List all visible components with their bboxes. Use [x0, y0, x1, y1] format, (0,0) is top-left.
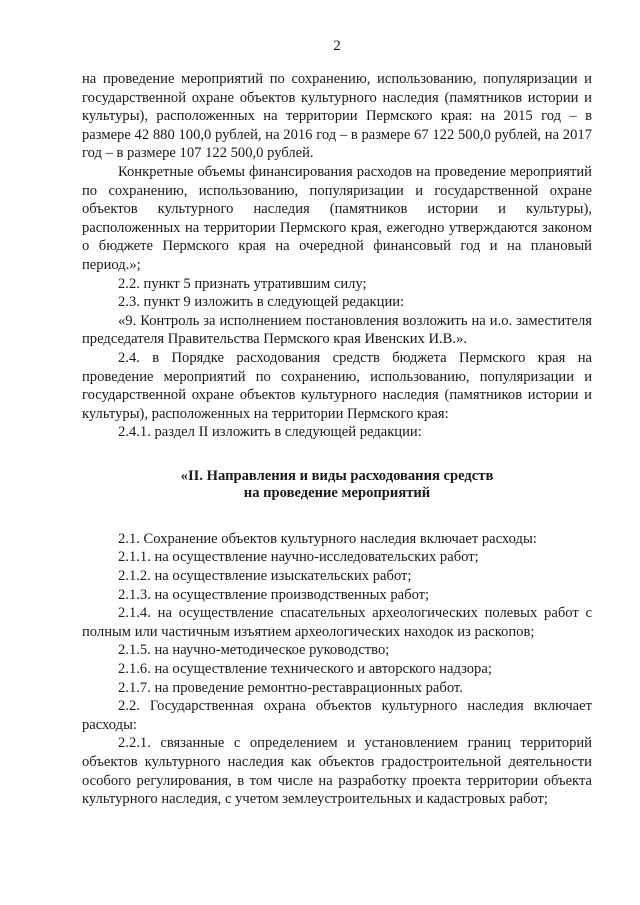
paragraph: Конкретные объемы финансирования расходов на проведение мероприятий по сохранению, использованию, популяризации и государственной охране объектов культурного наследия (памятников истории и культуры), расположенных на территории Пермского края, ежегодно утверждаются законом о бюджете Пермского края на очередной финансовый год и на плановый период.»;	[82, 163, 592, 273]
paragraph: 2.1.2. на осуществление изыскательских работ;	[118, 568, 412, 585]
section-heading-line: на проведение мероприятий	[243, 484, 431, 501]
section-heading-line: «II. Направления и виды расходования средств	[180, 467, 494, 484]
paragraph: 2.1. Сохранение объектов культурного наследия включает расходы:	[118, 530, 537, 547]
paragraph: 2.2.1. связанные с определением и установлением границ территорий объектов культурного наследия как объектов градостроительной деятельности особого регулирования, в том числе на разработку проекта территории объекта культурного наследия, с учетом землеустроительных и кадастровых работ;	[82, 735, 592, 808]
paragraphs-bottom	[82, 530, 592, 809]
page-number: 2	[333, 38, 341, 54]
paragraph: 2.3. пункт 9 изложить в следующей редакции:	[118, 294, 405, 311]
paragraph: 2.1.6. на осуществление технического и авторского надзора;	[118, 661, 492, 678]
paragraph: 2.1.1. на осуществление научно-исследовательских работ;	[118, 549, 479, 566]
paragraph: 2.1.5. на научно-методическое руководство;	[118, 642, 390, 659]
paragraph: 2.1.4. на осуществление спасательных археологических полевых работ с полным или частичным изъятием археологических находок из раскопов;	[82, 605, 592, 640]
paragraph: 2.4.1. раздел II изложить в следующей редакции:	[118, 424, 422, 441]
paragraph: «9. Контроль за исполнением постановления возложить на и.о. заместителя председателя Правительства Пермского края Ивенских И.В.».	[82, 312, 592, 348]
section-heading	[82, 468, 592, 502]
paragraph: 2.2. пункт 5 признать утратившим силу;	[118, 275, 367, 292]
paragraph: 2.1.3. на осуществление производственных работ;	[118, 586, 430, 603]
paragraphs-top	[82, 70, 592, 442]
paragraph: на проведение мероприятий по сохранению, использованию, популяризации и государственной охране объектов культурного наследия (памятников истории и культуры), расположенных на территории Пермского края: на 2015 год – в размере 42 880 100,0 рублей, на 2016 год – в размере 67 122 500,0 рублей, на 2017 год – в размере 107 122 500,0 рублей.	[82, 71, 592, 162]
paragraph: 2.1.7. на проведение ремонтно-реставрационных работ.	[118, 679, 463, 696]
paragraph: 2.4. в Порядке расходования средств бюджета Пермского края на проведение мероприятий по сохранению, использованию, популяризации и государственной охране объектов культурного наследия (памятников истории и культуры), расположенных на территории Пермского края:	[82, 349, 592, 422]
paragraph: 2.2. Государственная охрана объектов культурного наследия включает расходы:	[82, 698, 592, 733]
document-page	[82, 36, 592, 809]
